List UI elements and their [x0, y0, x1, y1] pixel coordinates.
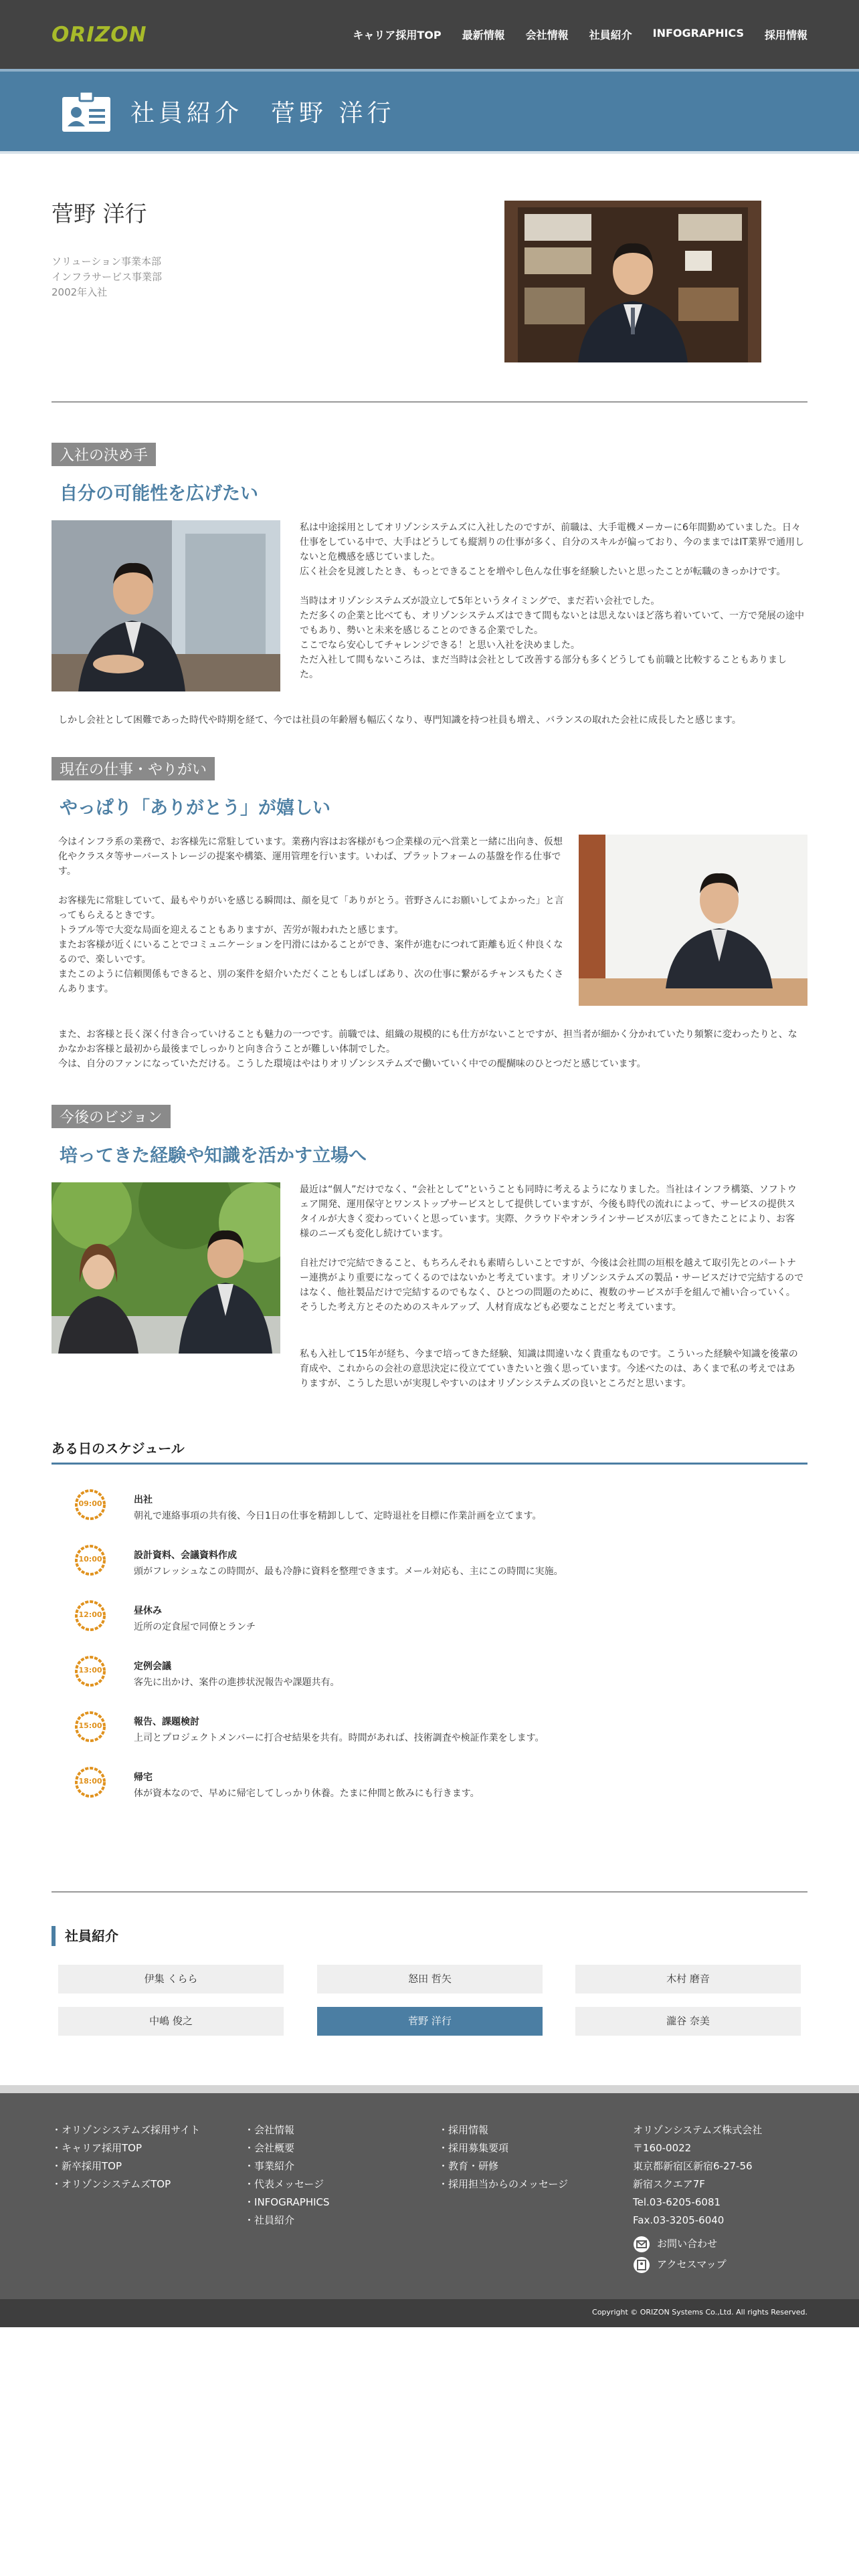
copyright-bar — [0, 2299, 859, 2327]
section1-photo — [52, 520, 280, 691]
profile-joined: 2002年入社 — [52, 286, 108, 298]
footer-link[interactable]: ・ 事業紹介 — [244, 2157, 330, 2175]
contact-link[interactable] — [633, 2235, 762, 2253]
schedule-time: 15:00 — [78, 1721, 102, 1730]
nav-staff[interactable]: 社員紹介 — [589, 29, 632, 41]
id-badge-icon — [61, 90, 112, 133]
orizon-logo[interactable]: ORIZON — [52, 22, 147, 47]
footer-col-3 — [438, 2121, 568, 2193]
schedule-time: 09:00 — [78, 1499, 102, 1508]
footer-link[interactable]: ・ 採用情報 — [438, 2121, 568, 2139]
company-building: 新宿スクエア7F — [633, 2178, 705, 2190]
footer-link[interactable]: ・ 新卒採用TOP — [52, 2157, 200, 2175]
section2-paragraph: またこのように信頼関係もできると、別の案件を紹介いただくこともしばしばあり、次の仕事に繋がるチャンスもたくさんあります。 — [58, 969, 564, 994]
section-title: 自分の可能性を広げたい — [60, 484, 258, 504]
staff-link[interactable]: 伊集 くらら — [58, 1965, 284, 1994]
schedule-head: 昼休み — [134, 1606, 162, 1616]
schedule-head: 設計資料、会議資料作成 — [134, 1550, 237, 1561]
nav-infographics[interactable]: INFOGRAPHICS — [652, 27, 744, 39]
schedule-time: 12:00 — [78, 1610, 102, 1619]
schedule-text: 朝礼で連絡事項の共有後、今日1日の仕事を精卸しして、定時退社を目標に作業計画を立てます。 — [134, 1511, 542, 1521]
section2-paragraph: またお客様が近くにいることでコミュニケーションを円滑にはかることができ、案件が進むにつれて距離も近く仲良くなるので、楽しいです。 — [58, 940, 563, 965]
schedule-text: 近所の定食屋で同僚とランチ — [134, 1622, 256, 1632]
site-header — [0, 0, 859, 69]
contact-label: お問い合わせ — [657, 2238, 718, 2250]
section-title: 培ってきた経験や知識を活かす立場へ — [60, 1146, 367, 1166]
profile-block — [52, 154, 807, 403]
section2-paragraph: トラブル等で大変な局面を迎えることもありますが、苦労が報われたと感じます。 — [58, 925, 404, 936]
profile-photo — [504, 201, 761, 362]
access-label: アクセスマップ — [657, 2258, 727, 2270]
schedule-time: 13:00 — [78, 1666, 102, 1675]
nav-news[interactable]: 最新情報 — [462, 29, 505, 41]
company-fax: Fax.03-3205-6040 — [633, 2214, 725, 2226]
schedule-block — [52, 1438, 807, 1465]
section2-paragraph: 今は、自分のファンになっていただける。こうした環境はやはりオリゾンシステムズで働いていく中での醍醐味のひとつだと感じています。 — [58, 1059, 646, 1069]
footer-link[interactable]: ・ オリゾンシステムズTOP — [52, 2175, 200, 2193]
section1-paragraph: ただ入社して間もないころは、まだ当時は会社として改善する部分も多くどうしても前職と比較することもありました。 — [300, 655, 787, 680]
section3-photo — [52, 1182, 280, 1354]
schedule-head: 出社 — [134, 1495, 153, 1505]
map-icon — [633, 2256, 650, 2274]
staff-link[interactable]: 木村 磨音 — [575, 1965, 801, 1994]
company-address: 東京都新宿区新宿6-27-56 — [633, 2160, 753, 2172]
nav-recruit[interactable]: 採用情報 — [764, 29, 807, 41]
profile-info — [52, 254, 162, 300]
footer-col-1 — [52, 2121, 200, 2193]
footer-link[interactable]: ・ INFOGRAPHICS — [244, 2193, 330, 2212]
footer-link[interactable]: ・ 採用募集要項 — [438, 2139, 568, 2157]
staff-link-active[interactable]: 菅野 洋行 — [317, 2007, 543, 2036]
schedule-head: 報告、課題検討 — [134, 1717, 199, 1727]
section3-paragraph: 自社だけで完結できること、もちろんそれも素晴らしいことですが、今後は会社間の垣根を越えて取引先とのパートナー連携がより重要になってくるのではないかと考えています。オリゾンシステムズの製品・サービスだけで完結するのではなく、他社製品だけで完結するのでもなく、ひとつの問題のために、複数のサービスが手を組んで補い合っていく。そうした考え方とそのためのスキルアップ、人材育成なども必要なことだと考えています。 — [300, 1258, 804, 1313]
section2-photo — [579, 835, 807, 1006]
section-tag: 今後のビジョン — [52, 1105, 171, 1128]
section2-paragraph: お客様先に常駐していて、最もやりがいを感じる瞬間は、顔を見て「ありがとう。菅野さんにお願いしてよかった」と言ってもらえるときです。 — [58, 895, 564, 921]
footer-link[interactable]: ・ 教育・研修 — [438, 2157, 568, 2175]
section-tag: 入社の決め手 — [52, 443, 156, 466]
footer-link[interactable]: ・ 会社情報 — [244, 2121, 330, 2139]
nav-company[interactable]: 会社情報 — [525, 29, 569, 41]
profile-dept-1: ソリューション事業本部 — [52, 255, 161, 267]
main-nav — [332, 27, 807, 42]
schedule-text: 頭がフレッシュなこの時間が、最も冷静に資料を整理できます。メール対応も、主にこの時間に実施。 — [134, 1566, 563, 1577]
footer-link[interactable]: ・ オリゾンシステムズ採用サイト — [52, 2121, 200, 2139]
footer-col-2 — [244, 2121, 330, 2230]
profile-name: 菅野 洋行 — [52, 201, 147, 227]
section1-paragraph: ただ多くの企業と比べても、オリゾンシステムズはできて間もないとは思えないほど落ち着いていて、一方で発展の途中でもあり、勢いと未来を感じることのできる企業でした。 — [300, 611, 804, 636]
page-banner — [0, 69, 859, 154]
section1-paragraph: 当時はオリゾンシステムズが設立して5年というタイミングで、まだ若い会社でした。 — [300, 596, 660, 607]
staff-title: 社員紹介 — [52, 1926, 118, 1946]
footer-company — [633, 2121, 762, 2274]
staff-link[interactable]: 瀧谷 奈美 — [575, 2007, 801, 2036]
schedule-divider — [52, 1463, 807, 1465]
footer-link[interactable]: ・ 採用担当からのメッセージ — [438, 2175, 568, 2193]
company-name: オリゾンシステムズ株式会社 — [633, 2124, 763, 2136]
section1-paragraph: 広く社会を見渡したとき、もっとできることを増やし色んな仕事を経験したいと思ったことが転職のきっかけです。 — [300, 566, 786, 577]
section1-paragraph: 私は中途採用としてオリゾンシステムズに入社したのですが、前職は、大手電機メーカーに6年間勤めていました。日々仕事をしている中で、大手はどうしても縦割りの仕事が多く、自分のスキルが偏っており、今のままではIT業界で通用しないと危機感を感じていました。 — [300, 522, 804, 562]
schedule-head: 定例会議 — [134, 1661, 171, 1672]
section2-paragraph: 今はインフラ系の業務で、お客様先に常駐しています。業務内容はお客様がもつ企業様の元へ営業と一緒に出向き、仮想化やクラスタ等サーバーストレージの提案や構築、運用管理を行います。いわば、プラットフォームの基盤を作る仕事です。 — [58, 837, 563, 877]
section3-paragraph: 最近は“個人”だけでなく、“会社として”ということも同時に考えるようになりました。当社はインフラ構築、ソフトウェア開発、運用保守とワンストップサービスとして提供していますが、今後も時代の流れによって、サービスの提供スタイルが大きく変わっていくと思っています。実際、クラウドやオンラインサービスが広まってきたことにより、お客様のニーズも変化し続けています。 — [300, 1184, 797, 1239]
page-title: 社員紹介 菅野 洋行 — [130, 100, 395, 127]
mail-icon — [633, 2236, 650, 2253]
schedule-text: 体が資本なので、早めに帰宅してしっかり休養。たまに仲間と飲みにも行きます。 — [134, 1788, 480, 1799]
copyright: Copyright © ORIZON Systems Co.,Ltd. All rights Reserved. — [592, 2308, 807, 2317]
site-footer — [0, 2085, 859, 2299]
staff-link[interactable]: 怒田 哲矢 — [317, 1965, 543, 1994]
section1-paragraph: ここでなら安心してチャレンジできる！と思い入社を決めました。 — [300, 640, 580, 651]
divider — [52, 1891, 807, 1893]
section-decision — [52, 443, 156, 466]
schedule-text: 客先に出かけ、案件の進捗状況報告や課題共有。 — [134, 1677, 340, 1688]
footer-link[interactable]: ・ キャリア採用TOP — [52, 2139, 200, 2157]
schedule-time: 18:00 — [78, 1777, 102, 1786]
section3-paragraph: 私も入社して15年が経ち、今まで培ってきた経験、知識は間違いなく貴重なものです。こういった経験や知識を後輩の育成や、これからの会社の意思決定に役立てていきたいと強く思っています。今述べたのは、あくまで私の考えではありますが、こうした思いが実現しやすいのはオリゾンシステムズの良いところだと思います。 — [300, 1349, 798, 1389]
section-title: やっぱり「ありがとう」が嬉しい — [60, 798, 330, 819]
section-tag: 現在の仕事・やりがい — [52, 757, 215, 780]
company-tel: Tel.03-6205-6081 — [633, 2196, 721, 2208]
section1-paragraph: しかし会社として困難であった時代や時期を経て、今では社員の年齢層も幅広くなり、専門知識を持つ社員も増え、バランスの取れた会社に成長したと感じます。 — [58, 715, 741, 726]
access-link[interactable] — [633, 2256, 762, 2274]
staff-link[interactable]: 中嶋 俊之 — [58, 2007, 284, 2036]
footer-link[interactable]: ・ 代表メッセージ — [244, 2175, 330, 2193]
schedule-head: 帰宅 — [134, 1772, 153, 1783]
section2-paragraph: また、お客様と長く深く付き合っていけることも魅力の一つです。前職では、組織の規模的にも仕方がないことですが、担当者が細かく分かれていたり頻繁に変わったりと、なかなかお客様と最初から最後までしっかりと向き合うことが難しい体制でした。 — [58, 1029, 797, 1055]
footer-link[interactable]: ・ 社員紹介 — [244, 2212, 330, 2230]
company-zip: 〒160-0022 — [633, 2142, 692, 2154]
footer-link[interactable]: ・ 会社概要 — [244, 2139, 330, 2157]
schedule-time: 10:00 — [78, 1555, 102, 1564]
profile-dept-2: インフラサービス事業部 — [52, 271, 163, 283]
nav-career-top[interactable]: キャリア採用TOP — [353, 29, 442, 41]
schedule-text: 上司とプロジェクトメンバーに打合せ結果を共有。時間があれば、技術調査や検証作業をします。 — [134, 1733, 545, 1743]
schedule-title: ある日のスケジュール — [52, 1440, 185, 1457]
